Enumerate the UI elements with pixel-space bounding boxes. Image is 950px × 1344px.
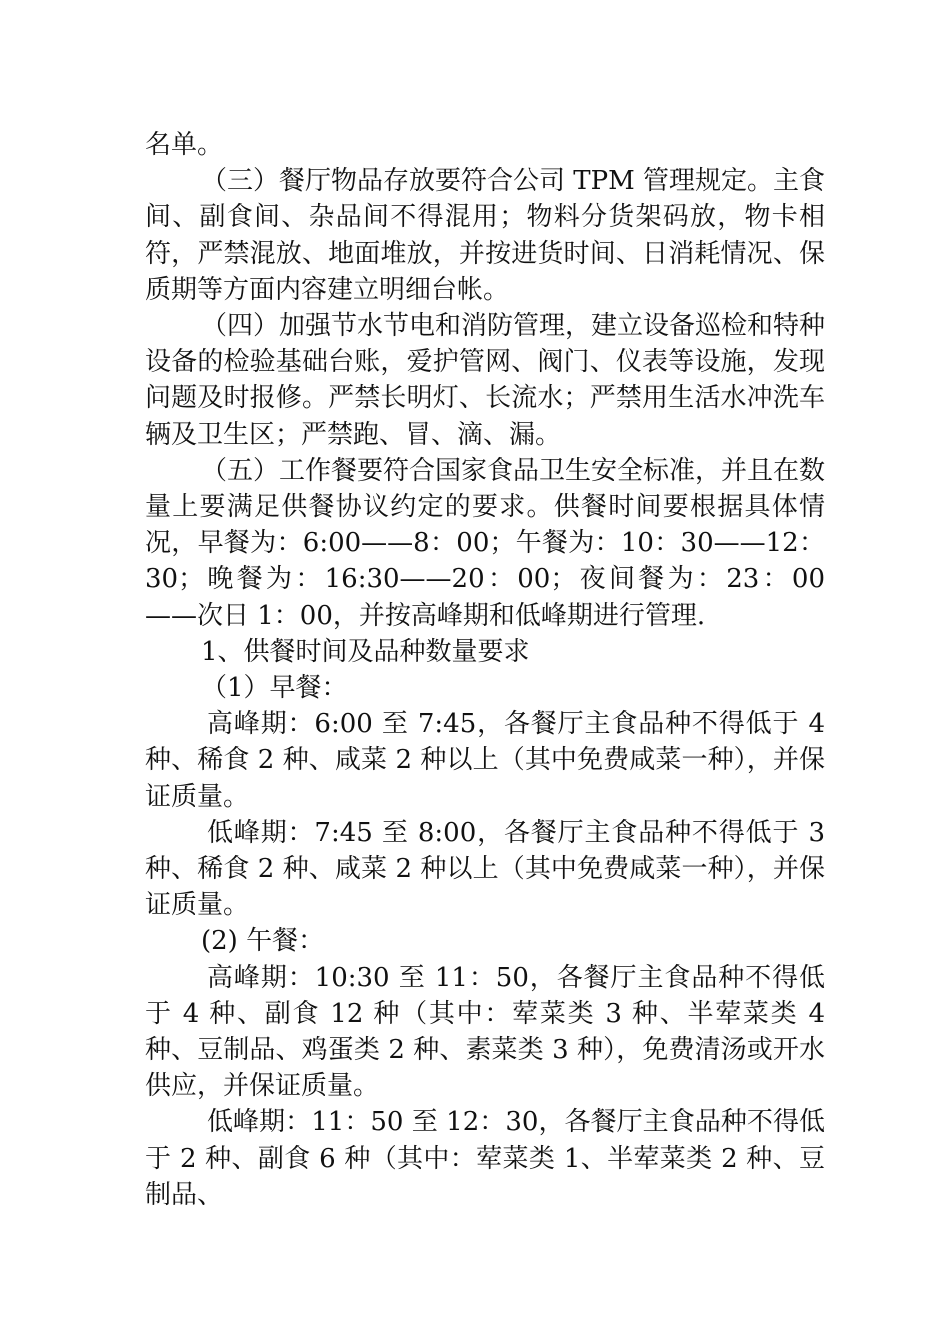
paragraph-breakfast-off-peak: 低峰期：7:45 至 8:00，各餐厅主食品种不得低于 3 种、稀食 2 种、咸菜 2 种以上（其中免费咸菜一种），并保证质量。 — [145, 817, 825, 921]
paragraph-breakfast-peak: 高峰期：6:00 至 7:45，各餐厅主食品种不得低于 4 种、稀食 2 种、咸菜 2 种以上（其中免费咸菜一种），并保证质量。 — [145, 709, 825, 812]
paragraph-list-ending: 名单。 — [145, 130, 224, 160]
heading-lunch: (2) 午餐： — [201, 926, 325, 957]
heading-breakfast: （1）早餐： — [201, 673, 348, 704]
document-body — [145, 127, 825, 1213]
heading-meal-times-requirements: 1、供餐时间及品种数量要求 — [201, 636, 530, 667]
paragraph-section-3-storage: （三）餐厅物品存放要符合公司 TPM 管理规定。主食间、副食间、杂品间不得混用；物料分货架码放，物卡相符，严禁混放、地面堆放，并按进货时间、日消耗情况、保质期等方面内容建立明细台帐。 — [145, 166, 825, 305]
paragraph-lunch-off-peak: 低峰期：11：50 至 12：30，各餐厅主食品种不得低于 2 种、副食 6 种（其中：荤菜类 1、半荤菜类 2 种、豆制品、 — [145, 1107, 825, 1210]
paragraph-section-5-meals: （五）工作餐要符合国家食品卫生安全标准，并且在数量上要满足供餐协议约定的要求。供餐时间要根据具体情况，早餐为：6:00——8：00；午餐为：10：30——12：30；晚餐为：16:30——20：00；夜间餐为：23：00——次日 1：00，并按高峰期和低峰期进行管理. — [145, 455, 826, 631]
paragraph-section-4-utilities: （四）加强节水节电和消防管理，建立设备巡检和特种设备的检验基础台账，爱护管网、阀门、仪表等设施，发现问题及时报修。严禁长明灯、长流水；严禁用生活水冲洗车辆及卫生区；严禁跑、冒、滴、漏。 — [145, 311, 826, 450]
paragraph-lunch-peak: 高峰期：10:30 至 11：50，各餐厅主食品种不得低于 4 种、副食 12 种（其中：荤菜类 3 种、半荤菜类 4 种、豆制品、鸡蛋类 2 种、素菜类 3 种），免费清汤或开水供应，并保证质量。 — [145, 962, 825, 1102]
